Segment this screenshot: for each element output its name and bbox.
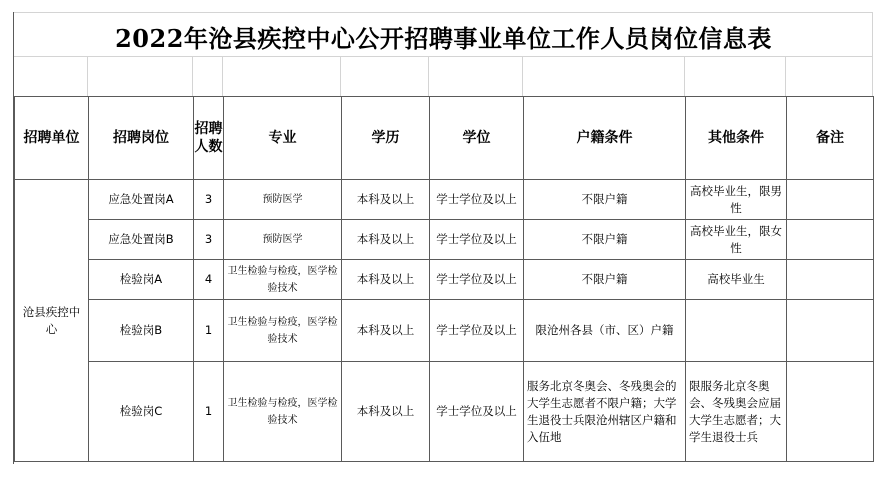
cell-other: 高校毕业生，限女性 (686, 220, 787, 260)
cell-other: 限服务北京冬奥会、冬残奥会应届大学生志愿者；大学生退役士兵 (686, 362, 787, 462)
cell-major: 预防医学 (224, 180, 342, 220)
cell-education: 本科及以上 (342, 362, 430, 462)
cell-degree: 学士学位及以上 (430, 220, 524, 260)
cell-major: 卫生检验与检疫，医学检验技术 (224, 300, 342, 362)
header-major: 专业 (224, 97, 342, 180)
table-row (15, 362, 874, 462)
cell-remark (787, 362, 874, 462)
header-remark: 备注 (787, 97, 874, 180)
table-row (15, 260, 874, 300)
cell-other (686, 300, 787, 362)
cell-remark (787, 260, 874, 300)
cell-degree: 学士学位及以上 (430, 300, 524, 362)
cell-degree: 学士学位及以上 (430, 260, 524, 300)
table-row (15, 300, 874, 362)
header-count: 招聘人数 (194, 97, 224, 180)
cell-count: 1 (194, 300, 224, 362)
cell-education: 本科及以上 (342, 180, 430, 220)
cell-other: 高校毕业生，限男性 (686, 180, 787, 220)
cell-other: 高校毕业生 (686, 260, 787, 300)
header-education: 学历 (342, 97, 430, 180)
page-title: 2022年沧县疾控中心公开招聘事业单位工作人员岗位信息表 (115, 23, 772, 53)
header-unit: 招聘单位 (15, 97, 89, 180)
header-other: 其他条件 (686, 97, 787, 180)
unit-name-cell: 沧县疾控中心 (15, 180, 89, 462)
cell-residence: 不限户籍 (524, 180, 686, 220)
cell-residence: 限沧州各县（市、区）户籍 (524, 300, 686, 362)
cell-post: 应急处置岗A (89, 180, 194, 220)
table-row (15, 220, 874, 260)
cell-remark (787, 180, 874, 220)
cell-residence: 服务北京冬奥会、冬残奥会的大学生志愿者不限户籍；大学生退役士兵限沧州辖区户籍和入伍地 (524, 362, 686, 462)
header-residence: 户籍条件 (524, 97, 686, 180)
cell-remark (787, 300, 874, 362)
cell-residence: 不限户籍 (524, 220, 686, 260)
cell-count: 4 (194, 260, 224, 300)
table-header-row (15, 97, 874, 180)
cell-education: 本科及以上 (342, 220, 430, 260)
header-degree: 学位 (430, 97, 524, 180)
cell-count: 1 (194, 362, 224, 462)
cell-education: 本科及以上 (342, 300, 430, 362)
table-row (15, 180, 874, 220)
cell-residence: 不限户籍 (524, 260, 686, 300)
cell-post: 检验岗A (89, 260, 194, 300)
cell-post: 检验岗B (89, 300, 194, 362)
cell-major: 预防医学 (224, 220, 342, 260)
cell-degree: 学士学位及以上 (430, 180, 524, 220)
job-table (14, 96, 874, 462)
cell-major: 卫生检验与检疫，医学检验技术 (224, 362, 342, 462)
cell-degree: 学士学位及以上 (430, 362, 524, 462)
cell-count: 3 (194, 180, 224, 220)
header-post: 招聘岗位 (89, 97, 194, 180)
cell-major: 卫生检验与检疫，医学检验技术 (224, 260, 342, 300)
cell-remark (787, 220, 874, 260)
cell-post: 应急处置岗B (89, 220, 194, 260)
cell-post: 检验岗C (89, 362, 194, 462)
cell-count: 3 (194, 220, 224, 260)
cell-education: 本科及以上 (342, 260, 430, 300)
